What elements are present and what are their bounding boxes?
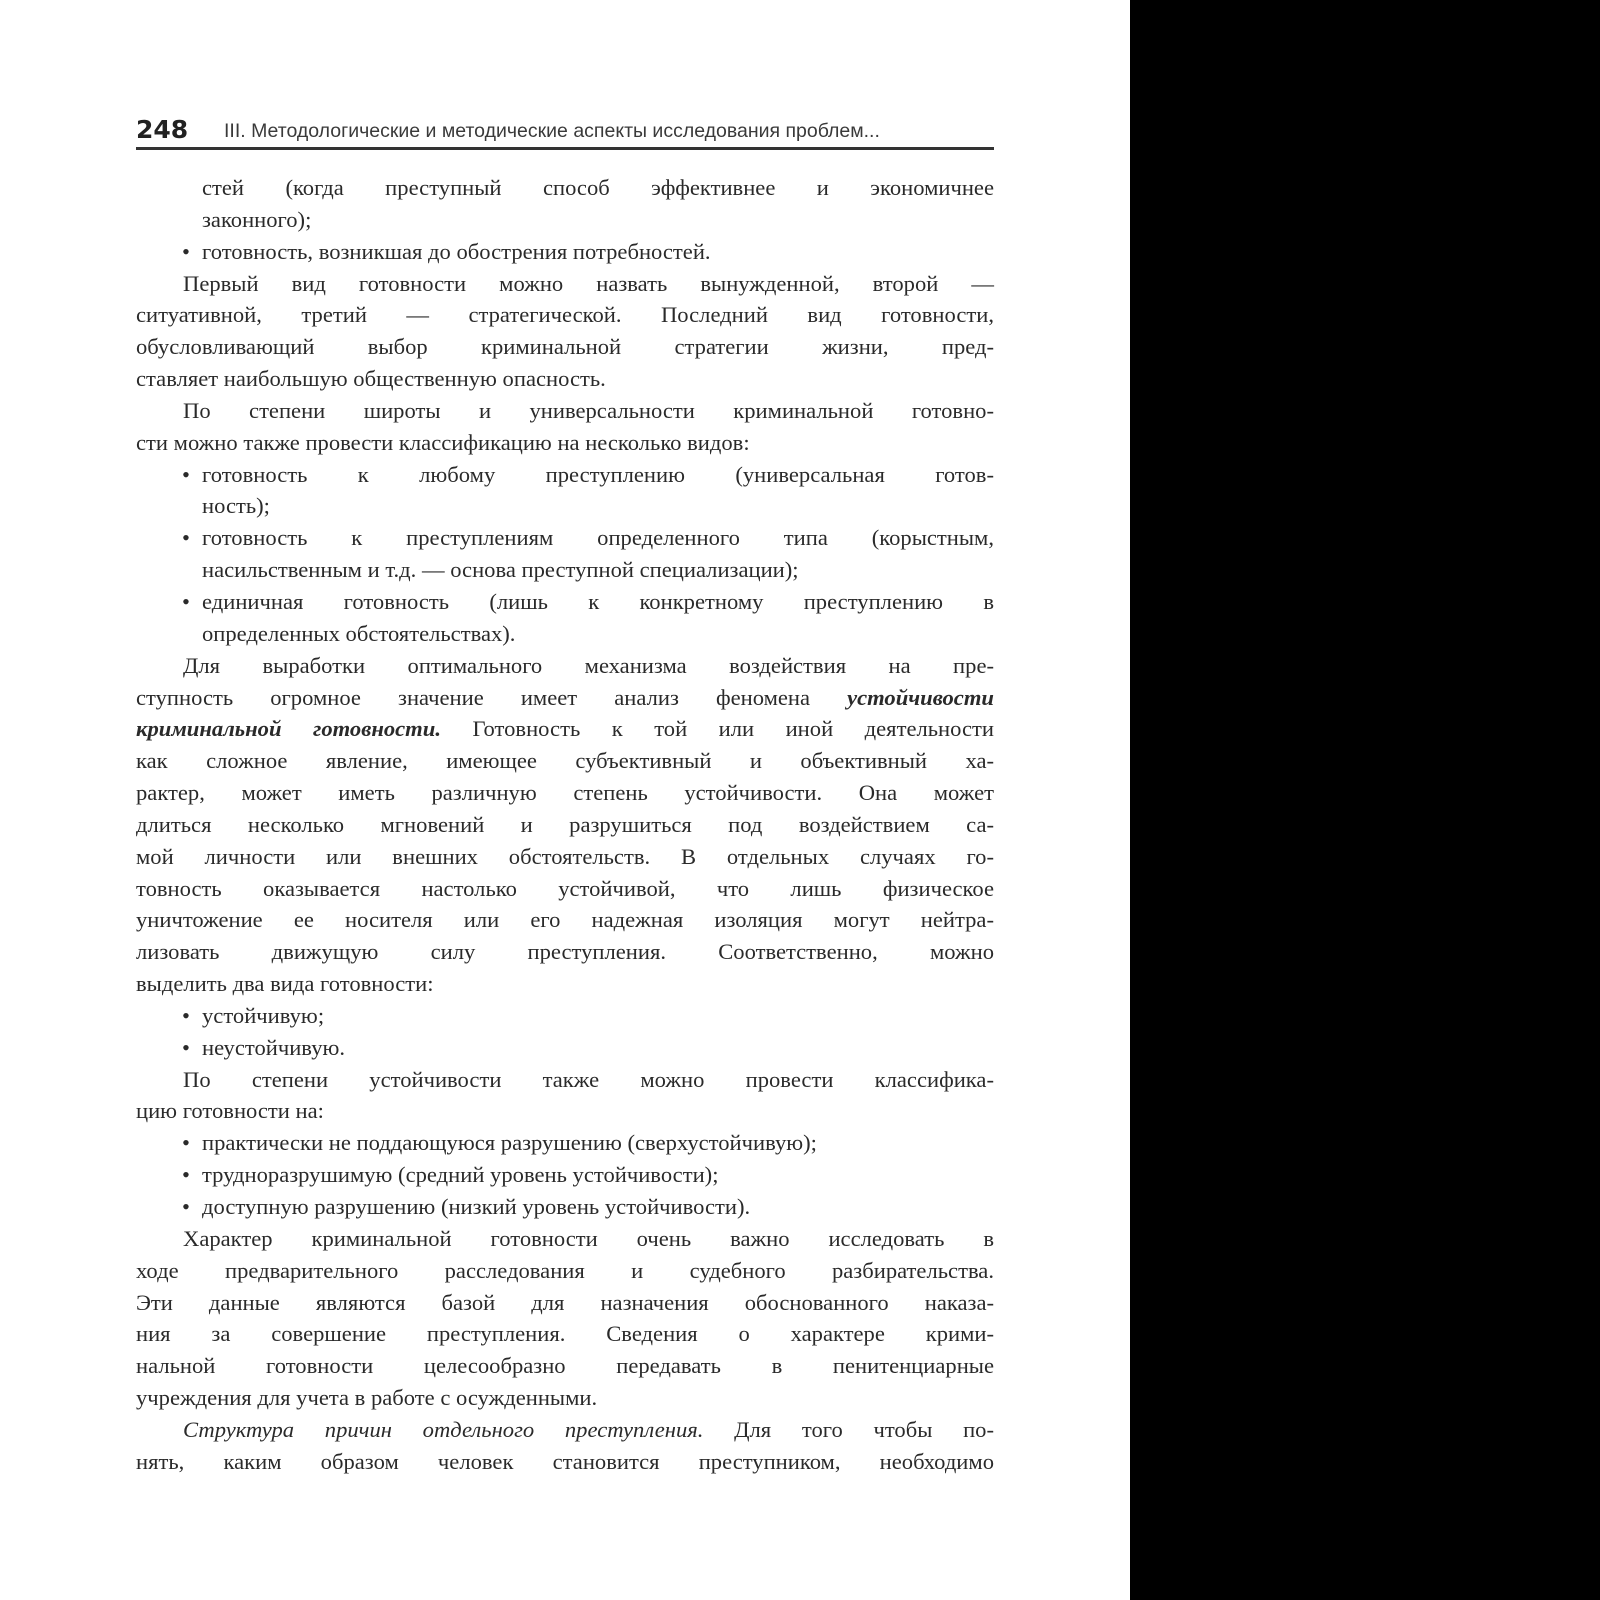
list-item: • единичная готовность (лишь к конкретному преступлению в xyxy=(136,586,994,618)
section-run-in-heading: Структура причин отдельного преступления. xyxy=(183,1416,704,1442)
page-header xyxy=(136,110,994,150)
dark-margin xyxy=(1130,0,1600,1600)
text-line: выделить два вида готовности: xyxy=(136,971,434,997)
bullet-icon: • xyxy=(182,1130,190,1156)
text-line: сти можно также провести классификацию на несколько видов: xyxy=(136,429,750,455)
running-head: III. Методологические и методические аспекты исследования проблем... xyxy=(224,120,880,142)
bullet-icon: • xyxy=(182,588,190,614)
bullet-icon: • xyxy=(182,1162,190,1188)
text-line: ставляет наибольшую общественную опасность. xyxy=(136,366,606,392)
text-line: Для выработки оптимального механизма воздействия на пре- xyxy=(183,652,994,678)
text-line: ность); xyxy=(202,493,270,519)
bullet-icon: • xyxy=(182,1194,190,1219)
text-line: насильственным и т.д. — основа преступной специализации); xyxy=(202,557,799,583)
text-line: Характер криминальной готовности очень важно исследовать в xyxy=(183,1225,994,1251)
text-line: криминальной готовности. Готовность к той или иной деятельности xyxy=(136,716,994,742)
text-line: определенных обстоятельствах). xyxy=(202,620,516,646)
list-item: • доступную разрушению (низкий уровень устойчивости). xyxy=(136,1191,994,1223)
page-number: 248 xyxy=(136,115,189,144)
text-line: мой личности или внешних обстоятельств. В отдельных случаях го- xyxy=(136,843,994,869)
emphasis-term: криминальной готовности. xyxy=(136,716,441,742)
text-line: ситуативной, третий — стратегической. Последний вид готовности, xyxy=(136,302,994,328)
list-item: • готовность, возникшая до обострения потребностей. xyxy=(136,236,994,268)
text-line: ния за совершение преступления. Сведения о характере крими- xyxy=(136,1321,994,1347)
text-line: товность оказывается настолько устойчивой, что лишь физическое xyxy=(136,875,994,901)
text-line: стей (когда преступный способ эффективнее и экономичнее xyxy=(202,175,994,200)
text-line: нальной готовности целесообразно передавать в пенитенциарные xyxy=(136,1353,994,1379)
text-line: обусловливающий выбор криминальной стратегии жизни, пред- xyxy=(136,334,994,360)
book-page xyxy=(136,110,994,1478)
text-line: Первый вид готовности можно назвать вынужденной, второй — xyxy=(183,270,994,296)
text-line: ступность огромное значение имеет анализ феномена устойчивости xyxy=(136,684,994,710)
text-line: законного); xyxy=(202,206,312,232)
list-item: • неустойчивую. xyxy=(136,1032,994,1064)
text-line: По степени устойчивости также можно провести классифика- xyxy=(183,1066,994,1092)
bullet-icon: • xyxy=(182,525,190,551)
text-line: Эти данные являются базой для назначения обоснованного наказа- xyxy=(136,1289,994,1315)
text-line: длиться несколько мгновений и разрушиться под воздействием са- xyxy=(136,811,994,837)
text-line: рактер, может иметь различную степень устойчивости. Она может xyxy=(136,780,994,806)
list-item: • практически не поддающуюся разрушению (сверхустойчивую); xyxy=(136,1127,994,1159)
text-line: По степени широты и универсальности криминальной готовно- xyxy=(183,397,994,423)
text-line: лизовать движущую силу преступления. Соответственно, можно xyxy=(136,939,994,965)
list-item: • готовность к любому преступлению (универсальная готов- xyxy=(136,459,994,491)
page-body xyxy=(136,172,994,1478)
bullet-icon: • xyxy=(182,461,190,487)
text-line: уничтожение ее носителя или его надежная изоляция могут нейтра- xyxy=(136,907,994,933)
list-item: • устойчивую; xyxy=(136,1000,994,1032)
text-line: как сложное явление, имеющее субъективный и объективный ха- xyxy=(136,748,994,774)
text-line: учреждения для учета в работе с осужденными. xyxy=(136,1385,598,1411)
text-line: нять, каким образом человек становится преступником, необходимо xyxy=(136,1448,994,1474)
emphasis-term: устойчивости xyxy=(847,684,994,710)
text-line: цию готовности на: xyxy=(136,1098,324,1124)
list-item: • трудноразрушимую (средний уровень устойчивости); xyxy=(136,1159,994,1191)
bullet-icon: • xyxy=(182,1034,190,1060)
bullet-icon: • xyxy=(182,238,190,264)
list-item: • готовность к преступлениям определенного типа (корыстным, xyxy=(136,522,994,554)
text-line: Структура причин отдельного преступления. Для того чтобы по- xyxy=(183,1416,994,1442)
text-line: ходе предварительного расследования и судебного разбирательства. xyxy=(136,1257,994,1283)
bullet-icon: • xyxy=(182,1002,190,1028)
